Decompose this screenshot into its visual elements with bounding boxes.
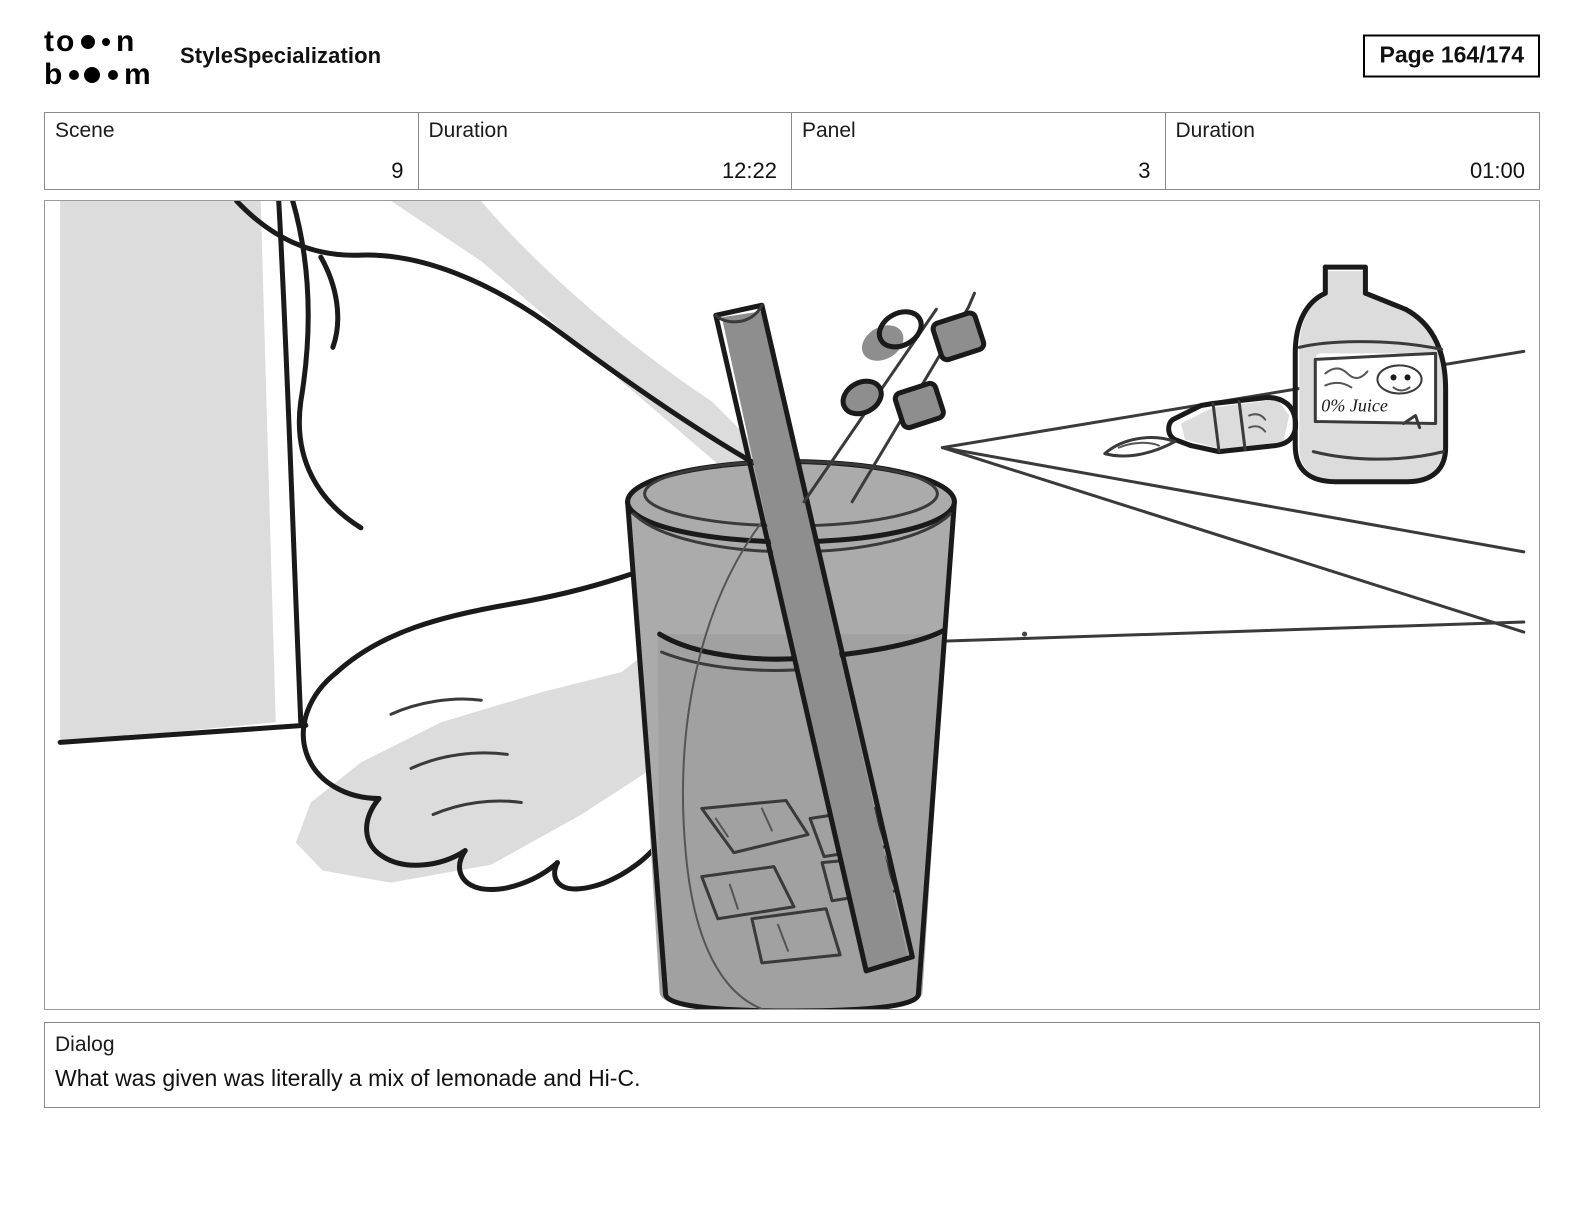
app-title: StyleSpecialization bbox=[180, 43, 382, 68]
panel-value: 3 bbox=[1138, 157, 1151, 183]
page-indicator: Page 164/174 bbox=[1363, 35, 1540, 78]
scene-value: 9 bbox=[391, 157, 404, 183]
meta-cell-panel-duration bbox=[1166, 113, 1540, 189]
scene-label: Scene bbox=[55, 119, 115, 142]
meta-cell-scene bbox=[45, 113, 419, 189]
scene-duration-value: 12:22 bbox=[721, 157, 777, 183]
svg-text:t: t bbox=[44, 25, 54, 58]
meta-cell-panel bbox=[792, 113, 1166, 189]
svg-text:0% Juice: 0% Juice bbox=[1321, 395, 1388, 416]
scene-duration-label: Duration bbox=[428, 119, 508, 142]
panel-artwork-frame bbox=[44, 200, 1540, 1010]
toon-boom-logo bbox=[44, 22, 162, 90]
svg-text:o: o bbox=[56, 25, 75, 58]
svg-text:b: b bbox=[44, 58, 63, 90]
svg-text:n: n bbox=[116, 25, 135, 58]
panel-duration-value: 01:00 bbox=[1469, 157, 1525, 183]
panel-metadata-table bbox=[44, 112, 1540, 190]
meta-cell-scene-duration bbox=[419, 113, 793, 189]
panel-duration-label: Duration bbox=[1175, 119, 1255, 142]
storyboard-drawing bbox=[45, 201, 1539, 1009]
dialog-text: What was given was literally a mix of lemonade and Hi-C. bbox=[55, 1065, 641, 1092]
dialog-label: Dialog bbox=[55, 1033, 115, 1056]
svg-text:m: m bbox=[124, 58, 151, 90]
panel-label: Panel bbox=[802, 119, 856, 142]
dialog-box bbox=[44, 1022, 1540, 1108]
page-header bbox=[44, 0, 1540, 112]
